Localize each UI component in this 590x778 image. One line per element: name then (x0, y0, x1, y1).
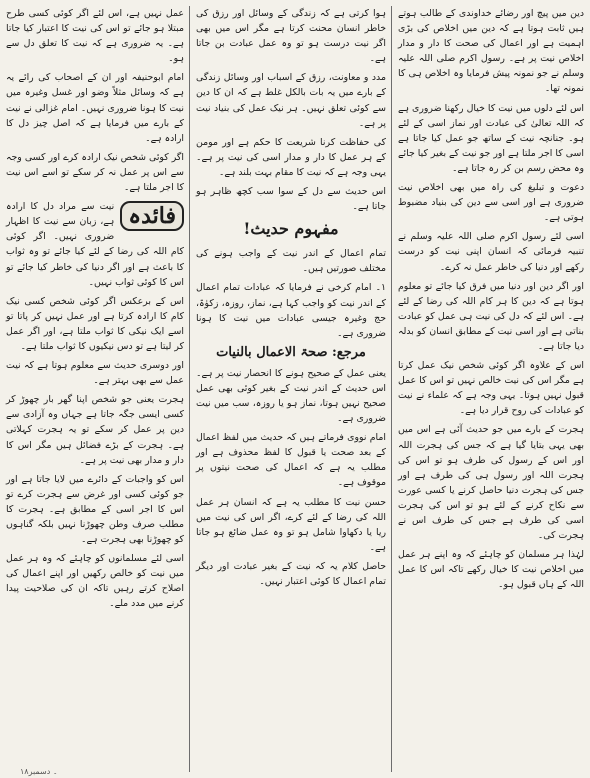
column-divider (189, 6, 190, 772)
column-left (2, 6, 188, 772)
paragraph: ہجرت یعنی جو شخص اپنا گھر بار چھوڑ کر کسی ایسی جگہ جاتا ہے جہاں وہ آزادی سے دین پر عمل کر سکے تو یہ ہجرت کہلاتی ہے۔ ہجرت کے بڑے فضائل ہیں مگر اس کا دار و مدار بھی نیت پر ہے۔ (6, 394, 184, 466)
paragraph: اگر کوئی شخص نیک ارادہ کرے اور کسی وجہ سے اس پر عمل نہ کر سکے تو اسے اس نیت کا اجر ملتا ہے۔ (6, 151, 184, 194)
paragraph: لہٰذا ہر مسلمان کو چاہئے کہ وہ اپنے ہر عمل میں اخلاص نیت کا خیال رکھے تاکہ اس کا عمل اللہ کے ہاں قبول ہو۔ (398, 549, 584, 591)
paragraph: ہجرت کے بارے میں جو حدیث آئی ہے اس میں بھی یہی بتایا گیا ہے کہ جس کی ہجرت اللہ اور اس کے رسول کی طرف ہو تو اس کی ہجرت اللہ اور رسول ہی کی طرف ہے اور جس کی ہجرت دنیا حاصل کرنے یا کسی عورت سے نکاح کرنے کے لئے ہو تو اس کی ہجرت اسی کی طرف ہے جس کی طرف اس نے ہجرت کی۔ (398, 424, 584, 542)
paragraph: دین میں پیچ اور رضائے خداوندی کے طالب ہوتے ہیں ثابت ہوتا ہے کہ دین میں اخلاص کی بڑی اہمیت ہے اور اعمال کی صحت کا دار و مدار اخلاص نیت پر ہے۔ رسول اکرم صلی اللہ علیہ وسلم نے جو نمونہ پیش فرمایا وہ اخلاص ہی کا نمونہ تھا۔ (398, 8, 584, 95)
paragraph: کی حفاظت کرنا شریعت کا حکم ہے اور مومن کے ہر عمل کا دار و مدار اسی کی نیت پر ہے۔ یہی وجہ ہے کہ نیت کا مقام بہت بلند ہے۔ (196, 136, 386, 178)
section-heading: مفہوم حدیث! (243, 219, 339, 239)
paragraph: اس کے برعکس اگر کوئی شخص کسی نیک کام کا ارادہ کرتا ہے اور عمل نہیں کر پاتا تو اسے ایک نیکی کا ثواب ملتا ہے، اور اگر عمل کر لیتا ہے تو دس نیکیوں کا ثواب ملتا ہے۔ (6, 295, 184, 352)
paragraph: حاصل کلام یہ کہ نیت کے بغیر عبادت اور دیگر تمام اعمال کا کوئی اعتبار نہیں۔ (196, 560, 386, 587)
paragraph: اور اگر دین اور دنیا میں فرق کیا جائے تو معلوم ہوتا ہے کہ دین کا ہر کام اللہ کی رضا کے لئے ہے۔ اس لئے کہ دل کی نیت ہی عمل کو عبادت بناتی ہے اور اسی نیت کے مطابق انسان کو بدلہ دیا جاتا ہے۔ (398, 280, 584, 352)
paragraph: دعوت و تبلیغ کی راہ میں بھی اخلاص نیت ضروری ہے اور اسی سے دین کی بنیاد مضبوط ہوتی ہے۔ (398, 182, 584, 224)
column-right (394, 6, 588, 772)
paragraph: اس کو واجبات کے دائرے میں لایا جاتا ہے اور جو کوئی کسی اور غرض سے ہجرت کرے تو اس کا اجر اسی کے مطابق ہے۔ ہجرت کا مطلب صرف وطن چھوڑنا نہیں بلکہ گناہوں کو چھوڑنا بھی ہجرت ہے۔ (6, 473, 184, 546)
paragraph: اسی لئے مسلمانوں کو چاہئے کہ وہ ہر عمل میں نیت کو خالص رکھیں اور اپنے اعمال کی اصلاح کرتے رہیں تاکہ ان کی صلاحیت پیدا کرنے میں مدد ملے۔ (6, 553, 184, 610)
fa-ida-text: نیت سے مراد دل کا ارادہ ہے، زبان سے نیت کا اظہار ضروری نہیں۔ اگر کوئی کام اللہ کی رضا کے لئے کیا جائے تو وہ ثواب کا باعث ہے اور اگر دنیا کی خاطر کیا جائے تو اس کا کوئی ثواب نہیں۔ (6, 201, 184, 288)
column-divider (391, 6, 392, 772)
page-number: ۱۸۔ دسمبر (20, 767, 58, 776)
fa-ida-label: فائدہ (120, 201, 184, 231)
paragraph: ۱۔ امام کرخی نے فرمایا کہ عبادات تمام اعمال کے اندر نیت کو واجب کہا ہے، نماز، روزہ، زکوٰۃ، حج وغیرہ جیسی عبادات میں نیت کا ہونا ضروری ہے۔ (196, 282, 386, 339)
paragraph: امام نووی فرماتے ہیں کہ حدیث میں لفظ اعمال کے بعد صحت یا قبول کا لفظ محذوف ہے اور مطلب یہ ہے کہ اعمال کی صحت نیتوں پر موقوف ہے۔ (196, 432, 386, 489)
paragraph: یعنی عمل کے صحیح ہونے کا انحصار نیت پر ہے۔ اس حدیث کے اندر نیت کے بغیر کوئی بھی عمل صحیح نہیں ہوتا، نماز ہو یا روزہ، سب میں نیت ضروری ہے۔ (196, 367, 386, 425)
paragraph: اسی لئے رسول اکرم صلی اللہ علیہ وسلم نے تنبیہ فرمائی کہ انسان اپنی نیت کو درست رکھے اور دنیا کی خاطر عمل نہ کرے۔ (398, 231, 584, 273)
paragraph: عمل نہیں ہے، اس لئے اگر کوئی کسی طرح مبتلا ہو جائے تو اس کی نیت کا اعتبار کیا جاتا ہے۔ یہ ضروری ہے کہ نیت کا تعلق دل سے ہو۔ (6, 8, 184, 65)
paragraph: ہوا کرتی ہے کہ زندگی کے وسائل اور رزق کی خاطر انسان محنت کرتا ہے مگر اس میں بھی اگر نیت درست ہو تو وہ عمل عبادت بن جاتا ہے۔ (196, 8, 386, 65)
paragraph: اس حدیث سے دل کے سوا سب کچھ ظاہر ہو جاتا ہے۔ (196, 186, 386, 213)
paragraph: اس کے علاوہ اگر کوئی شخص نیک عمل کرتا ہے مگر اس کی نیت خالص نہیں تو اس کا عمل قبول نہیں ہوتا۔ یہی وجہ ہے کہ علماء نے نیت کو عبادات کی روح قرار دیا ہے۔ (398, 360, 584, 417)
paragraph: مدد و معاونت، رزق کے اسباب اور وسائل زندگی کے بارے میں یہ بات بالکل غلط ہے کہ ان کا دین سے کوئی تعلق نہیں۔ ہر نیک عمل کی بنیاد نیت پر ہے۔ (196, 72, 386, 129)
column-middle (192, 6, 390, 772)
paragraph: اس لئے دلوں میں نیت کا خیال رکھنا ضروری ہے کہ اللہ تعالیٰ کی عبادت اور نماز اسی کے لئے ہو۔ جنانچہ نیت کے ساتھ جو عمل کیا جاتا ہے اسی کا اجر ملتا ہے اور جو نیت کے بغیر کیا جائے وہ محض رسم بن کر رہ جاتا ہے۔ (398, 102, 584, 174)
paragraph: امام ابوحنیفہ اور ان کے اصحاب کی رائے یہ ہے کہ وسائل مثلاً وضو اور غسل وغیرہ میں نیت کا ہونا ضروری نہیں۔ امام غزالی نے نیت کے بارے میں فرمایا ہے کہ اصل چیز دل کا ارادہ ہے۔ (6, 72, 184, 144)
hadith-text: مرجع: صحۃ الاعمال بالنیات (216, 344, 366, 360)
paragraph: تمام اعمال کے اندر نیت کے واجب ہونے کی مختلف صورتیں ہیں۔ (196, 248, 386, 275)
paragraph: حسن نیت کا مطلب یہ ہے کہ انسان ہر عمل اللہ کی رضا کے لئے کرے، اگر اس کی نیت میں ریا یا دکھاوا شامل ہو تو وہ عمل ضائع ہو جاتا ہے۔ (196, 496, 386, 553)
fa-ida-paragraph (6, 199, 184, 290)
paragraph: اور دوسری حدیث سے معلوم ہوتا ہے کہ نیت عمل سے بھی بہتر ہے۔ (6, 360, 184, 387)
